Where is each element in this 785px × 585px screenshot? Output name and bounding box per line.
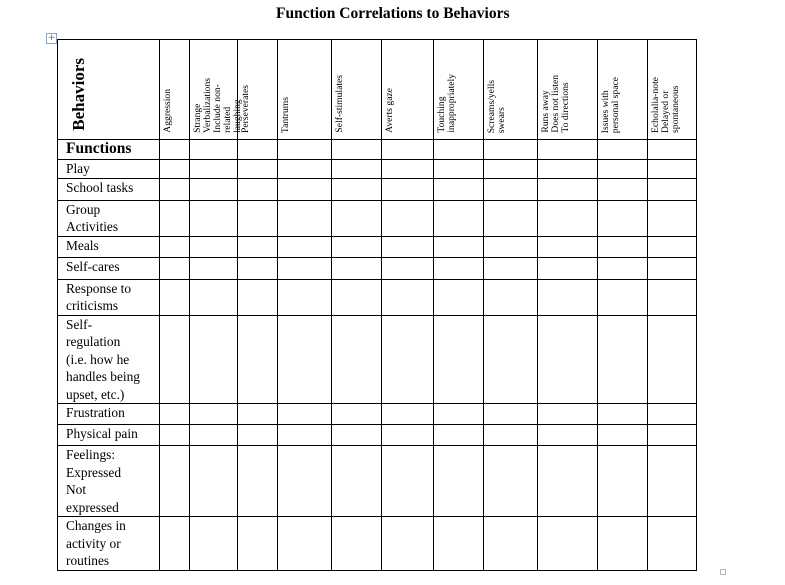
- table-cell[interactable]: [278, 517, 332, 571]
- table-cell[interactable]: [190, 257, 238, 279]
- behavior-label: Strange Verbalizations Include non- related laughing: [192, 78, 243, 133]
- table-cell[interactable]: [160, 315, 190, 404]
- table-cell[interactable]: [648, 200, 697, 236]
- behavior-label: Self-stimulates: [334, 75, 345, 133]
- table-cell[interactable]: [190, 279, 238, 315]
- behaviors-corner-cell: [58, 40, 160, 140]
- function-row: [58, 315, 697, 404]
- table-cell[interactable]: [484, 315, 538, 404]
- table-cell[interactable]: [238, 425, 278, 446]
- table-cell[interactable]: [538, 315, 598, 404]
- behaviors-header-row: [58, 40, 697, 140]
- table-cell[interactable]: [598, 279, 648, 315]
- table-cell[interactable]: [484, 236, 538, 257]
- table-cell[interactable]: [238, 236, 278, 257]
- table-cell[interactable]: [190, 425, 238, 446]
- function-label: Physical pain: [58, 425, 160, 446]
- table-cell[interactable]: [190, 160, 238, 179]
- table-cell[interactable]: [238, 178, 278, 200]
- table-cell[interactable]: [238, 200, 278, 236]
- table-cell[interactable]: [382, 140, 434, 160]
- table-cell[interactable]: [434, 315, 484, 404]
- table-cell[interactable]: [160, 160, 190, 179]
- table-cell[interactable]: [382, 236, 434, 257]
- table-cell[interactable]: [538, 140, 598, 160]
- function-label: Response to criticisms: [58, 279, 160, 315]
- table-cell[interactable]: [598, 200, 648, 236]
- table-cell[interactable]: [382, 178, 434, 200]
- table-cell[interactable]: [484, 425, 538, 446]
- table-cell[interactable]: [332, 279, 382, 315]
- table-cell[interactable]: [538, 160, 598, 179]
- function-row: [58, 404, 697, 425]
- table-cell[interactable]: [484, 200, 538, 236]
- table-cell[interactable]: [238, 279, 278, 315]
- table-cell[interactable]: [332, 425, 382, 446]
- table-cell[interactable]: [332, 160, 382, 179]
- table-cell[interactable]: [190, 200, 238, 236]
- table-cell[interactable]: [484, 279, 538, 315]
- table-cell[interactable]: [382, 257, 434, 279]
- table-cell[interactable]: [648, 236, 697, 257]
- table-cell[interactable]: [648, 279, 697, 315]
- table-cell[interactable]: [598, 160, 648, 179]
- behavior-header-cell: [278, 40, 332, 140]
- table-cell[interactable]: [434, 425, 484, 446]
- table-cell[interactable]: [538, 404, 598, 425]
- table-cell[interactable]: [538, 446, 598, 517]
- table-cell[interactable]: [190, 315, 238, 404]
- table-cell[interactable]: [382, 446, 434, 517]
- table-cell[interactable]: [278, 178, 332, 200]
- behavior-header-cell: [160, 40, 190, 140]
- behavior-header-cell: [382, 40, 434, 140]
- table-cell[interactable]: [598, 404, 648, 425]
- function-label: Meals: [58, 236, 160, 257]
- table-cell[interactable]: [278, 236, 332, 257]
- function-label: Play: [58, 160, 160, 179]
- behavior-header-cell: [484, 40, 538, 140]
- table-cell[interactable]: [538, 178, 598, 200]
- function-row: [58, 160, 697, 179]
- table-cell[interactable]: [648, 404, 697, 425]
- table-cell[interactable]: [598, 315, 648, 404]
- behavior-label: Perseverates: [240, 85, 251, 133]
- table-cell[interactable]: [434, 446, 484, 517]
- table-cell[interactable]: [332, 315, 382, 404]
- table-cell[interactable]: [484, 140, 538, 160]
- behavior-header-cell: [434, 40, 484, 140]
- table-cell[interactable]: [484, 404, 538, 425]
- table-cell[interactable]: [382, 425, 434, 446]
- function-row: [58, 446, 697, 517]
- table-cell[interactable]: [160, 178, 190, 200]
- behavior-function-table: [57, 39, 697, 571]
- table-cell[interactable]: [648, 140, 697, 160]
- function-label: Frustration: [58, 404, 160, 425]
- behavior-label: Averts gaze: [384, 88, 395, 133]
- table-cell[interactable]: [190, 446, 238, 517]
- function-label: Self- regulation (i.e. how he handles being upset, etc.): [58, 315, 160, 404]
- table-cell[interactable]: [238, 315, 278, 404]
- behavior-header-cell: [190, 40, 243, 140]
- behavior-label: Runs away Does not listen To directions: [540, 75, 571, 133]
- table-cell[interactable]: [382, 517, 434, 571]
- table-cell[interactable]: [160, 446, 190, 517]
- behavior-label: Aggression: [162, 89, 173, 133]
- table-cell[interactable]: [598, 178, 648, 200]
- table-cell[interactable]: [538, 425, 598, 446]
- table-cell[interactable]: [434, 404, 484, 425]
- table-cell[interactable]: [648, 257, 697, 279]
- table-cell[interactable]: [278, 257, 332, 279]
- functions-header-row: [58, 140, 697, 160]
- table-cell[interactable]: [434, 160, 484, 179]
- behavior-label: Tantrums: [280, 96, 291, 133]
- function-row: [58, 279, 697, 315]
- table-cell[interactable]: [484, 178, 538, 200]
- function-label: Feelings: Expressed Not expressed: [58, 446, 160, 517]
- table-cell[interactable]: [238, 517, 278, 571]
- table-cell[interactable]: [160, 140, 190, 160]
- table-cell[interactable]: [160, 236, 190, 257]
- table-cell[interactable]: [434, 236, 484, 257]
- table-cell[interactable]: [598, 517, 648, 571]
- table-cell[interactable]: [332, 446, 382, 517]
- table-cell[interactable]: [538, 517, 598, 571]
- table-cell[interactable]: [648, 446, 697, 517]
- table-cell[interactable]: [598, 446, 648, 517]
- table-cell[interactable]: [332, 178, 382, 200]
- table-cell[interactable]: [332, 404, 382, 425]
- table-cell[interactable]: [190, 178, 238, 200]
- table-cell[interactable]: [278, 140, 332, 160]
- table-cell[interactable]: [160, 517, 190, 571]
- table-cell[interactable]: [382, 160, 434, 179]
- table-cell[interactable]: [332, 140, 382, 160]
- table-cell[interactable]: [598, 236, 648, 257]
- table-cell[interactable]: [160, 200, 190, 236]
- functions-header: Functions: [58, 140, 160, 160]
- table-cell[interactable]: [382, 404, 434, 425]
- table-cell[interactable]: [484, 160, 538, 179]
- function-row: [58, 178, 697, 200]
- behavior-header-cell: [648, 40, 697, 140]
- behavior-header-cell: [538, 40, 598, 140]
- table-cell[interactable]: [160, 425, 190, 446]
- table-cell[interactable]: [278, 404, 332, 425]
- table-cell[interactable]: [278, 446, 332, 517]
- table-cell[interactable]: [538, 257, 598, 279]
- table-cell[interactable]: [434, 140, 484, 160]
- table-cell[interactable]: [648, 425, 697, 446]
- table-cell[interactable]: [238, 446, 278, 517]
- table-cell[interactable]: [190, 517, 238, 571]
- table-cell[interactable]: [648, 178, 697, 200]
- table-cell[interactable]: [160, 279, 190, 315]
- table-cell[interactable]: [190, 404, 238, 425]
- function-row: [58, 257, 697, 279]
- table-cell[interactable]: [434, 200, 484, 236]
- table-cell[interactable]: [434, 279, 484, 315]
- table-cell[interactable]: [278, 200, 332, 236]
- function-row: [58, 200, 697, 236]
- table-cell[interactable]: [278, 279, 332, 315]
- behavior-label: Touching inappropriately: [436, 74, 457, 133]
- table-cell[interactable]: [238, 257, 278, 279]
- function-label: Self-cares: [58, 257, 160, 279]
- table-cell[interactable]: [538, 200, 598, 236]
- table-cell[interactable]: [238, 404, 278, 425]
- table-cell[interactable]: [598, 140, 648, 160]
- behavior-label: Echolalia-note Delayed or spontaneous: [650, 77, 681, 133]
- table-cell[interactable]: [484, 517, 538, 571]
- behavior-header-cell: [238, 40, 278, 140]
- table-cell[interactable]: [538, 279, 598, 315]
- function-label: School tasks: [58, 178, 160, 200]
- table-cell[interactable]: [332, 236, 382, 257]
- function-row: [58, 236, 697, 257]
- function-row: [58, 517, 697, 571]
- table-cell[interactable]: [382, 279, 434, 315]
- table-cell[interactable]: [190, 140, 238, 160]
- behavior-label: Screams/yells swears: [486, 79, 507, 133]
- table-cell[interactable]: [382, 200, 434, 236]
- table-cell[interactable]: [484, 446, 538, 517]
- table-cell[interactable]: [332, 200, 382, 236]
- table-cell[interactable]: [278, 160, 332, 179]
- behavior-label: Issues with personal space: [600, 76, 621, 133]
- table-cell[interactable]: [190, 236, 238, 257]
- table-cell[interactable]: [160, 257, 190, 279]
- table-cell[interactable]: [648, 315, 697, 404]
- table-cell[interactable]: [382, 315, 434, 404]
- table-cell[interactable]: [648, 160, 697, 179]
- behavior-header-cell: [332, 40, 382, 140]
- table-cell[interactable]: [484, 257, 538, 279]
- table-cell[interactable]: [598, 257, 648, 279]
- table-cell[interactable]: [434, 178, 484, 200]
- table-cell[interactable]: [332, 257, 382, 279]
- table-cell[interactable]: [278, 315, 332, 404]
- behaviors-header: Behaviors: [69, 58, 88, 131]
- table-cell[interactable]: [648, 517, 697, 571]
- table-cell[interactable]: [160, 404, 190, 425]
- table-cell[interactable]: [238, 140, 278, 160]
- function-row: [58, 425, 697, 446]
- document-title: Function Correlations to Behaviors: [276, 5, 510, 22]
- table-cell[interactable]: [434, 517, 484, 571]
- table-cell[interactable]: [598, 425, 648, 446]
- table-cell[interactable]: [538, 236, 598, 257]
- table-cell[interactable]: [278, 425, 332, 446]
- move-handle-icon[interactable]: +: [47, 33, 56, 43]
- table-cell[interactable]: [332, 517, 382, 571]
- function-label: Group Activities: [58, 200, 160, 236]
- table-cell[interactable]: [238, 160, 278, 179]
- function-label: Changes in activity or routines: [58, 517, 160, 571]
- table-cell[interactable]: [434, 257, 484, 279]
- behavior-header-cell: [598, 40, 648, 140]
- table-resize-icon[interactable]: [720, 569, 726, 575]
